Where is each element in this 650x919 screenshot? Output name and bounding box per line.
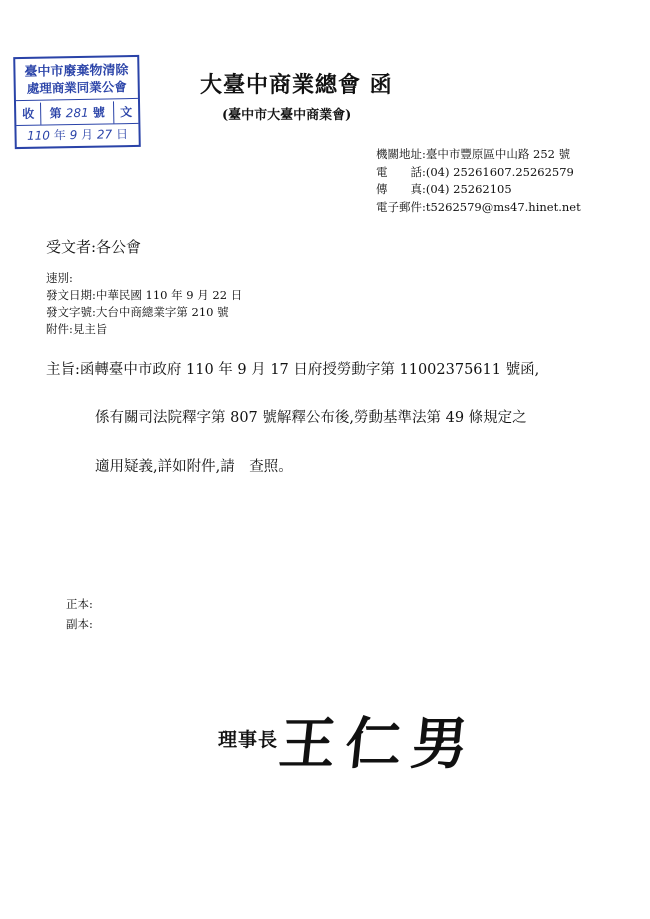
- meta-date: 發文日期:中華民國 110 年 9 月 22 日: [46, 288, 243, 302]
- meta-attachment: 附件:見主旨: [46, 322, 108, 336]
- stamp-receipt-number: 281: [65, 105, 89, 121]
- stamp-receipt-number-cell: [41, 101, 114, 124]
- meta-speed: 速別:: [46, 271, 73, 285]
- recipient: 受文者:各公會: [46, 238, 142, 256]
- stamp-date-day-label: 日: [115, 127, 129, 142]
- stamp-receipt-row: [16, 101, 138, 126]
- subject-line-2: 係有關司法院釋字第 807 號解釋公布後,勞動基準法第 49 條規定之: [95, 410, 527, 426]
- contact-fax: 傳 真:(04) 25262105: [376, 182, 512, 196]
- meta-doc-number: 發文字號:大台中商總業字第 210 號: [46, 305, 229, 319]
- stamp-date-month: 9: [69, 128, 78, 143]
- distribution-block: [66, 594, 93, 634]
- stamp-date-year: 110: [26, 128, 51, 143]
- distribution-copy: 副本:: [66, 617, 93, 631]
- contact-block: [376, 146, 581, 216]
- stamp-date-row: [16, 125, 138, 144]
- stamp-receipt-end: 文: [120, 105, 133, 120]
- signature-name: 王仁男: [276, 712, 481, 777]
- stamp-date-month-label: 月: [80, 127, 94, 142]
- stamp-receipt-prefix: 收: [16, 103, 41, 125]
- distribution-original: 正本:: [66, 597, 93, 611]
- stamp-org-line1: 臺中市廢棄物清除: [24, 63, 129, 80]
- document-title: 大臺中商業總會 函: [200, 73, 393, 98]
- subject-line-3: 適用疑義,詳如附件,請 查照。: [95, 459, 293, 475]
- contact-phone: 電 話:(04) 25261607.25262579: [376, 164, 574, 179]
- signature-title: 理事長: [218, 729, 279, 751]
- document-subtitle: (臺中市大臺中商業會): [222, 108, 352, 123]
- contact-email: 電子郵件:t5262579@ms47.hinet.net: [376, 199, 581, 214]
- stamp-date-year-label: 年: [53, 128, 66, 143]
- stamp-org-line2: 處理商業同業公會: [16, 77, 138, 101]
- subject-line-1: 主旨:函轉臺中市政府 110 年 9 月 17 日府授勞動字第 11002375611 號函,: [46, 362, 540, 378]
- receipt-stamp: [13, 55, 141, 149]
- contact-address: 機關地址:臺中市豐原區中山路 252 號: [376, 147, 571, 161]
- stamp-receipt-mid: 第: [49, 106, 62, 121]
- meta-block: [46, 270, 242, 338]
- stamp-date-day: 27: [96, 127, 113, 142]
- stamp-receipt-suffix: 號: [92, 105, 105, 120]
